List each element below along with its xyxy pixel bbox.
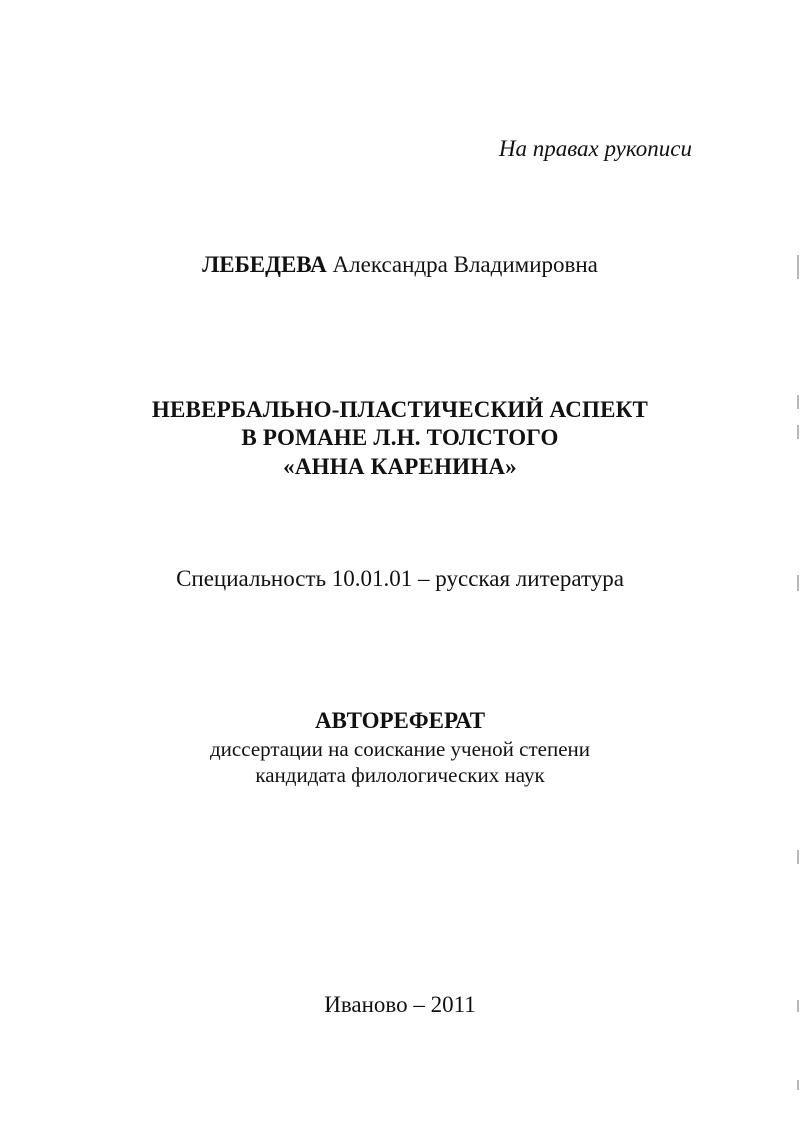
thesis-title-line-2: В РОМАНЕ Л.Н. ТОЛСТОГО: [241, 425, 559, 450]
degree-description-line-1: диссертации на соискание ученой степени: [210, 737, 590, 761]
manuscript-rights-note: На правах рукописи: [498, 136, 692, 161]
author-name: [0, 253, 800, 276]
author-given-names: Александра Владимировна: [332, 252, 598, 277]
author-surname: ЛЕБЕДЕВА: [202, 252, 327, 277]
thesis-title-line-3: «АННА КАРЕНИНА»: [283, 454, 517, 479]
city-and-year: Иваново – 2011: [324, 992, 476, 1017]
degree-description-line-2: кандидата филологических наук: [255, 763, 545, 787]
specialty-line: Специальность 10.01.01 – русская литература: [176, 566, 624, 591]
thesis-title-line-1: НЕВЕРБАЛЬНО-ПЛАСТИЧЕСКИЙ АСПЕКТ: [151, 397, 649, 422]
abstract-heading: АВТОРЕФЕРАТ: [314, 708, 486, 733]
